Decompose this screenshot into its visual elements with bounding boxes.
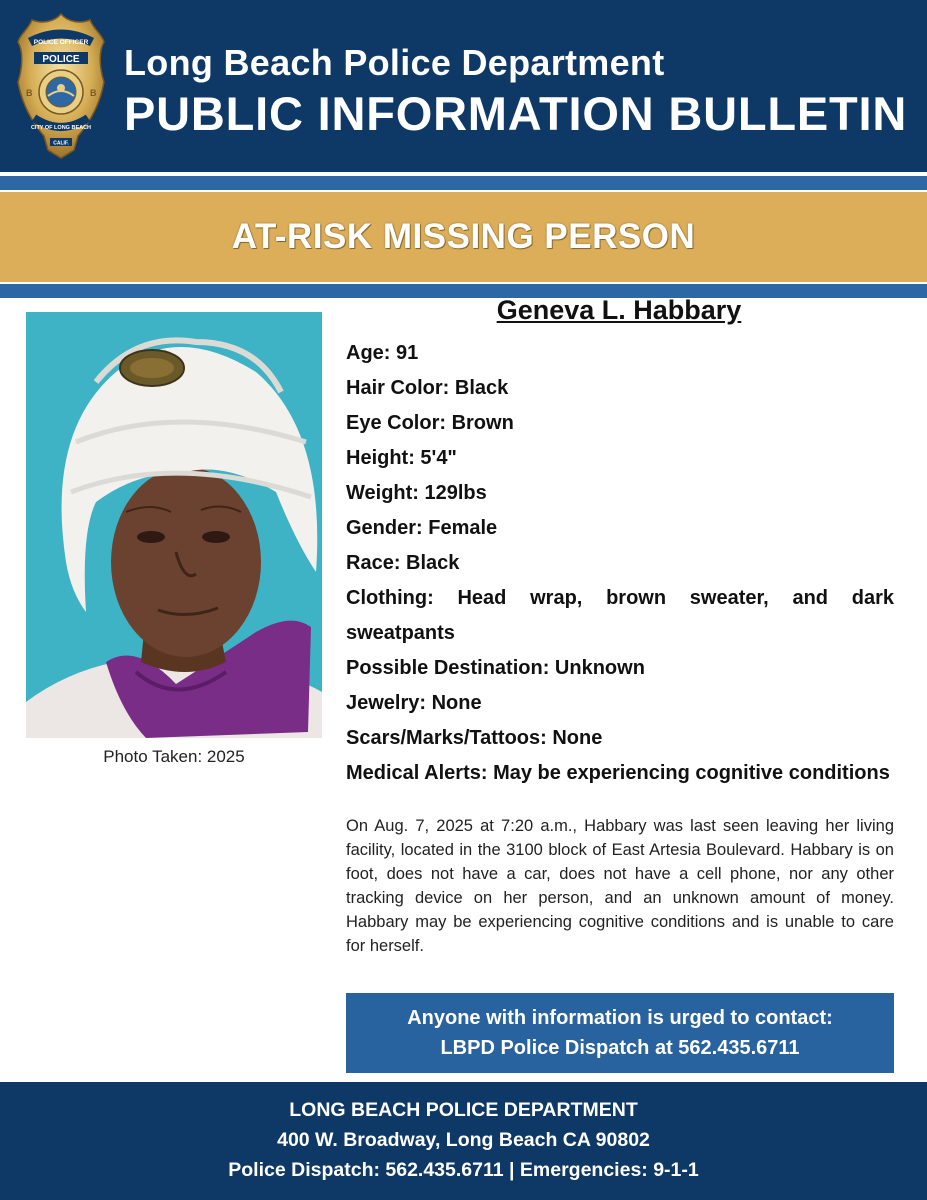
badge-text-calif: CALIF.: [53, 140, 69, 147]
missing-person-photo: [26, 312, 322, 738]
svg-text:B: B: [90, 88, 97, 98]
badge-text-top: POLICE OFFICER: [33, 39, 89, 46]
divider: [0, 176, 927, 190]
badge-text-police: POLICE: [42, 54, 80, 65]
footer-phones: Police Dispatch: 562.435.6711 | Emergencies: 9-1-1: [228, 1159, 699, 1181]
person-name: Geneva L. Habbary: [496, 295, 742, 325]
detail-race: Race: Black: [346, 552, 460, 574]
footer-address: 400 W. Broadway, Long Beach CA 90802: [277, 1129, 650, 1151]
svg-text:B: B: [26, 88, 33, 98]
contact-line-2: LBPD Police Dispatch at 562.435.6711: [440, 1037, 800, 1059]
detail-weight: Weight: 129lbs: [346, 482, 487, 504]
detail-scars: Scars/Marks/Tattoos: None: [346, 727, 603, 749]
contact-box: [346, 993, 894, 1073]
footer-department: LONG BEACH POLICE DEPARTMENT: [289, 1099, 638, 1121]
police-badge-icon: [16, 12, 106, 160]
header: [0, 0, 927, 172]
detail-age: Age: 91: [346, 342, 419, 364]
detail-hair-color: Hair Color: Black: [346, 377, 509, 399]
detail-clothing: Clothing: Head wrap, brown sweater, and dark sweatpants: [346, 587, 894, 644]
person-details: [346, 336, 894, 791]
alert-banner: [0, 192, 927, 282]
photo-caption: Photo Taken: 2025: [103, 747, 245, 766]
portrait-image: [26, 312, 322, 738]
footer: [0, 1082, 927, 1200]
detail-height: Height: 5'4": [346, 447, 457, 469]
contact-line-1: Anyone with information is urged to contact:: [407, 1007, 833, 1029]
department-name: Long Beach Police Department: [124, 42, 665, 83]
badge-text-city: CITY OF LONG BEACH: [30, 125, 92, 131]
incident-narrative: On Aug. 7, 2025 at 7:20 a.m., Habbary was last seen leaving her living facility, located in the 3100 block of East Artesia Boulevard. Habbary is on foot, does not have a car, does not have a cell phone, nor any other tracking device on her person, and an unknown amount of money. Habbary may be experiencing cognitive conditions and is unable to care for herself.: [346, 817, 894, 955]
detail-jewelry: Jewelry: None: [346, 692, 482, 714]
detail-medical-alerts: Medical Alerts: May be experiencing cognitive conditions: [346, 762, 890, 784]
detail-gender: Gender: Female: [346, 517, 498, 539]
detail-eye-color: Eye Color: Brown: [346, 412, 514, 434]
bulletin-title: PUBLIC INFORMATION BULLETIN: [124, 87, 908, 140]
alert-title: AT-RISK MISSING PERSON: [231, 217, 696, 256]
detail-destination: Possible Destination: Unknown: [346, 657, 645, 679]
